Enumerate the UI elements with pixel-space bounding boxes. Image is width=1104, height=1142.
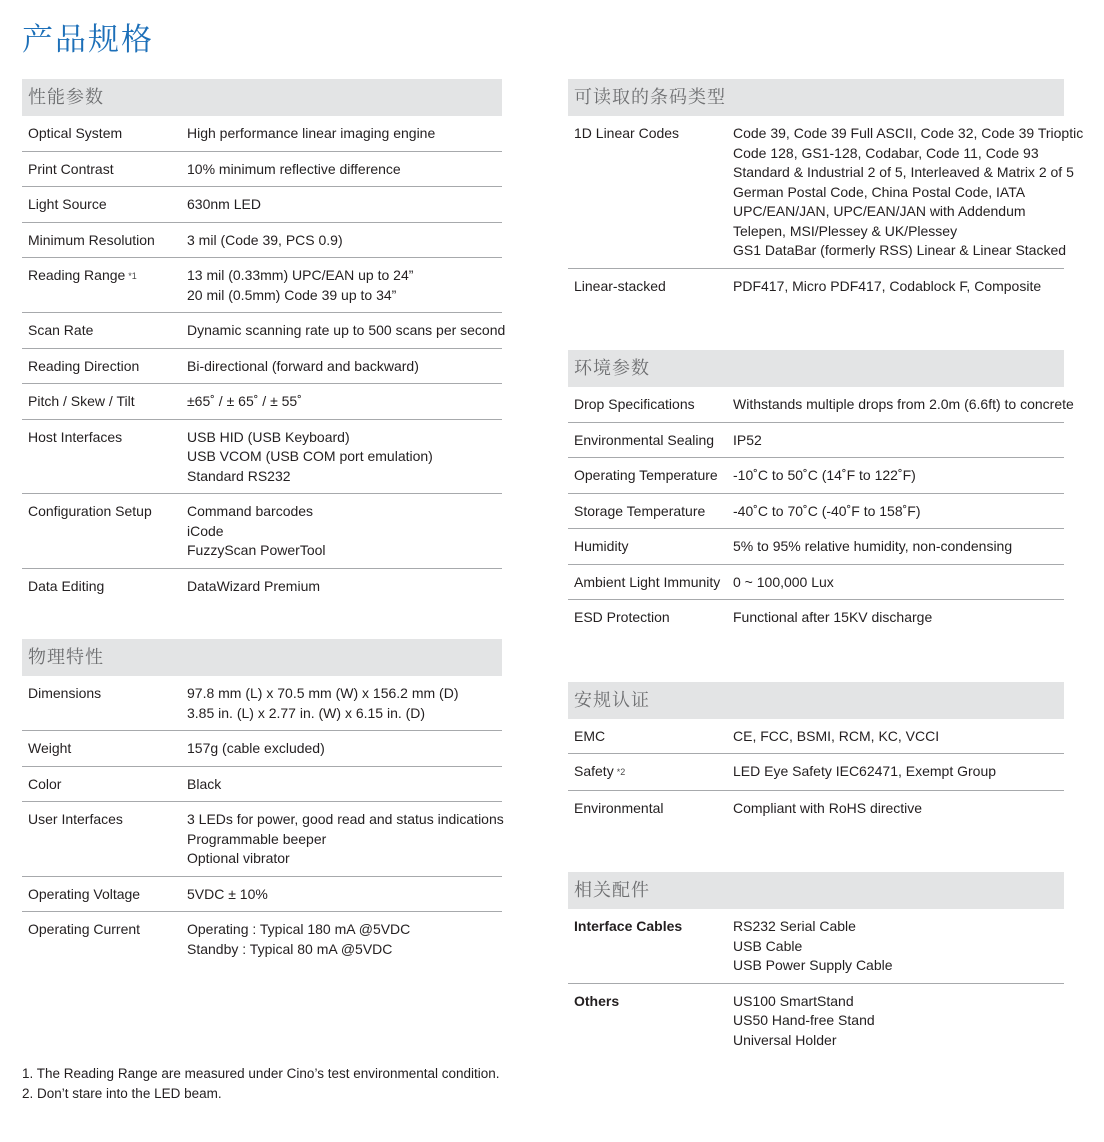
spec-value-line: LED Eye Safety IEC62471, Exempt Group xyxy=(733,763,997,779)
spec-value-line: Functional after 15KV discharge xyxy=(733,609,933,625)
spec-label-text: Operating Temperature xyxy=(574,467,718,483)
spec-value xyxy=(187,428,433,487)
spec-row xyxy=(22,258,502,313)
spec-row xyxy=(22,187,502,223)
spec-row xyxy=(568,494,1064,530)
spec-row xyxy=(568,600,1064,635)
spec-row xyxy=(568,754,1064,791)
spec-label xyxy=(568,395,733,415)
spec-label xyxy=(22,885,187,905)
spec-value xyxy=(733,277,1041,297)
spec-value xyxy=(187,739,325,759)
spec-value xyxy=(733,502,921,522)
spec-value-line: IP52 xyxy=(733,431,762,448)
spec-value-line: 97.8 mm (L) x 70.5 mm (W) x 156.2 mm (D) xyxy=(187,685,459,701)
spec-label-text: Scan Rate xyxy=(28,322,94,338)
spec-label-text: Operating Voltage xyxy=(28,885,141,902)
section-heading: 可读取的条码类型 xyxy=(568,79,1064,116)
spec-value-line: Bi-directional (forward and backward) xyxy=(187,357,419,374)
spec-value-line: US100 SmartStand xyxy=(733,992,854,1009)
spec-label xyxy=(22,775,187,795)
spec-label-text: Print Contrast xyxy=(28,160,114,177)
spec-value xyxy=(733,537,1012,557)
spec-value-line: FuzzyScan PowerTool xyxy=(187,542,326,558)
spec-value-line: Telepen, MSI/Plessey & UK/Plessey xyxy=(733,222,958,239)
section-heading: 相关配件 xyxy=(568,872,1064,909)
right-column xyxy=(568,79,1084,1057)
spec-section xyxy=(568,79,1084,303)
left-column xyxy=(22,79,506,966)
spec-value-line: Programmable beeper xyxy=(187,830,327,847)
spec-label xyxy=(22,810,187,869)
spec-value-line: ±65˚ / ± 65˚ / ± 55˚ xyxy=(187,393,302,409)
spec-value xyxy=(187,577,320,597)
spec-row xyxy=(568,529,1064,565)
spec-row xyxy=(22,494,502,569)
spec-label-text: ESD Protection xyxy=(574,609,670,625)
spec-value-line: USB Cable xyxy=(733,937,803,954)
spec-value xyxy=(187,920,410,959)
spec-value xyxy=(733,917,893,976)
spec-label xyxy=(568,277,733,297)
spec-value-line: 3 LEDs for power, good read and status indications xyxy=(187,811,504,827)
spec-value xyxy=(733,124,1083,261)
spec-label-text: Storage Temperature xyxy=(574,502,706,519)
spec-label xyxy=(568,431,733,451)
spec-row xyxy=(568,984,1064,1058)
spec-label xyxy=(22,357,187,377)
spec-label xyxy=(22,392,187,412)
spec-label xyxy=(22,231,187,251)
spec-value-line: Code 128, GS1-128, Codabar, Code 11, Code 93 xyxy=(733,144,1039,161)
spec-label-text: Reading Range xyxy=(28,267,126,283)
spec-label-text: Others xyxy=(574,992,620,1009)
spec-label xyxy=(22,321,187,341)
spec-value-line: -40˚C to 70˚C (-40˚F to 158˚F) xyxy=(733,502,921,519)
spec-label-text: Pitch / Skew / Tilt xyxy=(28,393,135,409)
spec-value-line: Dynamic scanning rate up to 500 scans per second xyxy=(187,322,506,338)
spec-label xyxy=(568,992,733,1051)
spec-value-line: Withstands multiple drops from 2.0m (6.6ft) to concrete xyxy=(733,396,1074,412)
spec-label-text: Reading Direction xyxy=(28,357,140,374)
spec-value xyxy=(187,124,435,144)
spec-row xyxy=(568,269,1064,304)
spec-label-text: Color xyxy=(28,775,62,792)
spec-value-line: High performance linear imaging engine xyxy=(187,125,436,141)
spec-section xyxy=(568,682,1064,826)
spec-label-text: Safety xyxy=(574,763,614,779)
spec-value-line: RS232 Serial Cable xyxy=(733,918,856,934)
spec-value xyxy=(187,684,458,723)
spec-value xyxy=(187,885,268,905)
spec-row xyxy=(22,152,502,188)
spec-value-line: CE, FCC, BSMI, RCM, KC, VCCI xyxy=(733,727,940,744)
spec-value xyxy=(187,502,326,561)
spec-label-text: Configuration Setup xyxy=(28,503,152,519)
spec-label-text: Interface Cables xyxy=(574,918,683,934)
spec-value-line: UPC/EAN/JAN, UPC/EAN/JAN with Addendum xyxy=(733,203,1026,219)
spec-row xyxy=(22,384,502,420)
spec-label-text: EMC xyxy=(574,727,606,744)
spec-label xyxy=(568,727,733,747)
spec-value-line: Standard & Industrial 2 of 5, Interleaved & Matrix 2 of 5 xyxy=(733,164,1074,180)
spec-row xyxy=(568,565,1064,601)
spec-row xyxy=(568,909,1064,984)
spec-value xyxy=(187,775,221,795)
footnote-2: 2. Don’t stare into the LED beam. xyxy=(22,1085,222,1101)
spec-label xyxy=(22,739,187,759)
spec-label-text: Data Editing xyxy=(28,577,105,594)
spec-value-line: 3.85 in. (L) x 2.77 in. (W) x 6.15 in. (D) xyxy=(187,704,426,721)
spec-value xyxy=(733,727,939,747)
spec-value xyxy=(187,231,343,251)
spec-value-line: USB HID (USB Keyboard) xyxy=(187,428,350,445)
spec-label-text: Operating Current xyxy=(28,921,141,937)
spec-value xyxy=(187,392,302,412)
spec-value-line: iCode xyxy=(187,522,224,539)
spec-row xyxy=(22,877,502,913)
footnote-marker: *1 xyxy=(128,271,137,281)
spec-value-line: -10˚C to 50˚C (14˚F to 122˚F) xyxy=(733,467,916,483)
spec-value xyxy=(733,762,996,783)
spec-value xyxy=(187,357,419,377)
spec-row xyxy=(22,349,502,385)
section-heading: 物理特性 xyxy=(22,639,502,676)
spec-value-line: Standby : Typical 80 mA @5VDC xyxy=(187,940,393,957)
spec-label xyxy=(568,608,733,628)
spec-value xyxy=(733,608,932,628)
spec-value xyxy=(187,321,505,341)
spec-section xyxy=(22,79,506,603)
spec-row xyxy=(22,223,502,259)
section-heading: 环境参数 xyxy=(568,350,1064,387)
spec-value-line: Standard RS232 xyxy=(187,467,291,484)
spec-value xyxy=(187,810,504,869)
spec-label xyxy=(568,502,733,522)
spec-label-text: Linear-stacked xyxy=(574,277,666,294)
spec-label xyxy=(22,124,187,144)
spec-row xyxy=(22,912,502,966)
spec-row xyxy=(22,767,502,803)
spec-value-line: German Postal Code, China Postal Code, IATA xyxy=(733,183,1026,200)
spec-row xyxy=(22,676,502,731)
spec-value-line: 5% to 95% relative humidity, non-condensing xyxy=(733,538,1013,554)
spec-value-line: Compliant with RoHS directive xyxy=(733,799,923,816)
spec-label xyxy=(568,466,733,486)
spec-row xyxy=(568,387,1074,423)
spec-label xyxy=(22,684,187,723)
spec-label xyxy=(568,799,733,819)
spec-label-text: 1D Linear Codes xyxy=(574,125,680,141)
spec-value-line: 630nm LED xyxy=(187,196,261,212)
spec-row xyxy=(22,420,502,495)
spec-label xyxy=(22,266,187,305)
spec-label xyxy=(22,920,187,959)
spec-value-line: PDF417, Micro PDF417, Codablock F, Composite xyxy=(733,277,1042,294)
spec-row xyxy=(22,313,506,349)
spec-value xyxy=(733,799,922,819)
spec-label-text: Dimensions xyxy=(28,685,102,701)
spec-row xyxy=(568,423,1064,459)
spec-label-text: Environmental Sealing xyxy=(574,431,715,448)
spec-row xyxy=(22,116,502,152)
footnotes xyxy=(22,1064,500,1103)
spec-value-line: 3 mil (Code 39, PCS 0.9) xyxy=(187,231,343,248)
spec-value-line: DataWizard Premium xyxy=(187,577,321,594)
spec-value-line: Command barcodes xyxy=(187,503,314,519)
spec-label-text: User Interfaces xyxy=(28,811,123,827)
spec-value-line: 13 mil (0.33mm) UPC/EAN up to 24” xyxy=(187,267,414,283)
page-title: 产品规格 xyxy=(22,22,154,58)
spec-label xyxy=(568,124,733,261)
spec-section xyxy=(568,350,1074,635)
spec-label xyxy=(22,577,187,597)
spec-label xyxy=(568,917,733,976)
spec-row xyxy=(22,802,502,877)
spec-value-line: Optional vibrator xyxy=(187,850,290,866)
spec-label-text: Ambient Light Immunity xyxy=(574,573,721,590)
spec-value-line: 20 mil (0.5mm) Code 39 up to 34” xyxy=(187,286,397,303)
spec-row xyxy=(568,116,1084,269)
spec-label xyxy=(22,502,187,561)
spec-value xyxy=(187,266,413,305)
spec-value-line: USB Power Supply Cable xyxy=(733,957,893,973)
spec-row xyxy=(568,791,1064,826)
spec-label xyxy=(22,160,187,180)
spec-label-text: Light Source xyxy=(28,196,107,212)
spec-label xyxy=(22,195,187,215)
spec-value-line: Black xyxy=(187,775,222,792)
spec-section xyxy=(568,872,1064,1057)
spec-label-text: Environmental xyxy=(574,799,664,816)
spec-label-text: Weight xyxy=(28,740,72,756)
spec-value xyxy=(733,431,762,451)
footnote-1: 1. The Reading Range are measured under Cino’s test environmental condition. xyxy=(22,1066,500,1081)
spec-label xyxy=(22,428,187,487)
spec-value xyxy=(733,395,1074,415)
spec-label xyxy=(568,537,733,557)
spec-label xyxy=(568,762,733,783)
spec-label-text: Humidity xyxy=(574,538,629,554)
spec-value-line: 0 ~ 100,000 Lux xyxy=(733,573,834,590)
spec-value xyxy=(187,195,261,215)
section-heading: 性能参数 xyxy=(22,79,502,116)
spec-value-line: Operating : Typical 180 mA @5VDC xyxy=(187,921,411,937)
spec-value-line: Code 39, Code 39 Full ASCII, Code 32, Code 39 Trioptic xyxy=(733,125,1084,141)
spec-row xyxy=(22,731,502,767)
spec-label-text: Optical System xyxy=(28,125,123,141)
footnote-marker: *2 xyxy=(616,767,626,777)
spec-label-text: Drop Specifications xyxy=(574,396,695,412)
spec-value xyxy=(733,466,916,486)
spec-label-text: Host Interfaces xyxy=(28,428,123,445)
spec-row xyxy=(22,569,502,604)
spec-value-line: US50 Hand-free Stand xyxy=(733,1012,875,1028)
spec-value-line: USB VCOM (USB COM port emulation) xyxy=(187,448,433,464)
spec-value xyxy=(733,992,875,1051)
spec-section xyxy=(22,639,502,966)
spec-value xyxy=(187,160,401,180)
spec-value-line: GS1 DataBar (formerly RSS) Linear & Linear Stacked xyxy=(733,242,1067,258)
spec-label xyxy=(568,573,733,593)
spec-label-text: Minimum Resolution xyxy=(28,231,155,248)
section-heading: 安规认证 xyxy=(568,682,1064,719)
spec-value-line: 10% minimum reflective difference xyxy=(187,160,401,177)
spec-value xyxy=(733,573,834,593)
spec-value-line: 157g (cable excluded) xyxy=(187,740,325,756)
spec-value-line: 5VDC ± 10% xyxy=(187,885,268,902)
spec-row xyxy=(568,458,1064,494)
spec-value-line: Universal Holder xyxy=(733,1031,837,1048)
spec-row xyxy=(568,719,1064,755)
